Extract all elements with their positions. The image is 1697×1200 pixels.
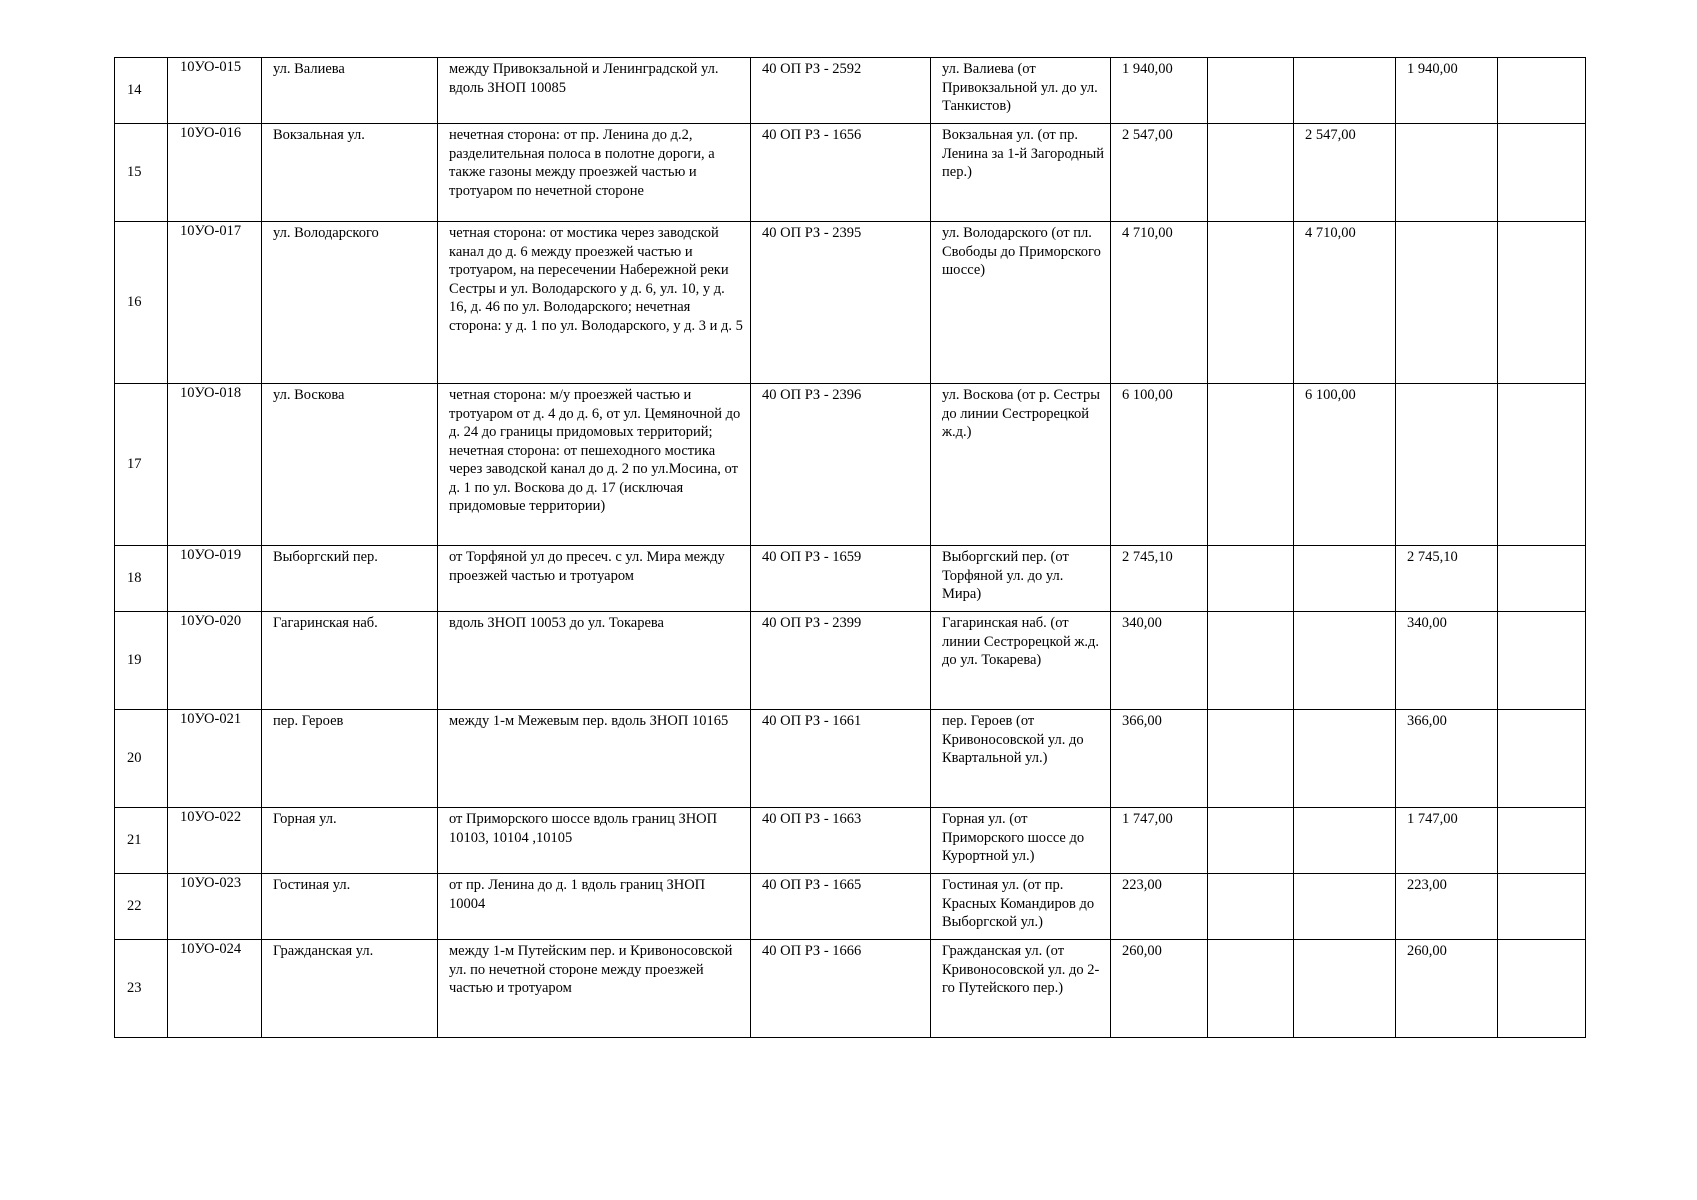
road-name: Вокзальная ул. (от пр. Ленина за 1-й Загородный пер.) bbox=[931, 124, 1111, 222]
total-area: 2 547,00 bbox=[1111, 124, 1208, 222]
object-code: 10УО-020 bbox=[168, 612, 262, 710]
road-name: пер. Героев (от Кривоносовской ул. до Квартальной ул.) bbox=[931, 710, 1111, 808]
road-id: 40 ОП РЗ - 2395 bbox=[751, 222, 931, 384]
road-name: ул. Воскова (от р. Сестры до линии Сестрорецкой ж.д.) bbox=[931, 384, 1111, 546]
object-code: 10УО-023 bbox=[168, 874, 262, 940]
area-col-c: 260,00 bbox=[1396, 940, 1498, 1038]
table-row bbox=[115, 710, 1586, 808]
area-col-a bbox=[1208, 222, 1294, 384]
area-col-c: 1 940,00 bbox=[1396, 58, 1498, 124]
road-id: 40 ОП РЗ - 1663 bbox=[751, 808, 931, 874]
row-number: 15 bbox=[115, 124, 168, 222]
location-description: вдоль ЗНОП 10053 до ул. Токарева bbox=[438, 612, 751, 710]
area-col-d bbox=[1498, 874, 1586, 940]
road-name: Выборгский пер. (от Торфяной ул. до ул. Мира) bbox=[931, 546, 1111, 612]
street-name: ул. Воскова bbox=[262, 384, 438, 546]
area-col-a bbox=[1208, 612, 1294, 710]
road-name: Горная ул. (от Приморского шоссе до Курортной ул.) bbox=[931, 808, 1111, 874]
street-name: Гостиная ул. bbox=[262, 874, 438, 940]
area-col-c bbox=[1396, 222, 1498, 384]
table-row bbox=[115, 808, 1586, 874]
area-col-d bbox=[1498, 384, 1586, 546]
total-area: 366,00 bbox=[1111, 710, 1208, 808]
area-col-b: 2 547,00 bbox=[1294, 124, 1396, 222]
location-description: от Торфяной ул до пресеч. с ул. Мира между проезжей частью и тротуаром bbox=[438, 546, 751, 612]
road-id: 40 ОП РЗ - 2592 bbox=[751, 58, 931, 124]
total-area: 1 940,00 bbox=[1111, 58, 1208, 124]
area-col-b bbox=[1294, 612, 1396, 710]
row-number: 18 bbox=[115, 546, 168, 612]
area-col-b bbox=[1294, 808, 1396, 874]
table-row bbox=[115, 384, 1586, 546]
table-row bbox=[115, 940, 1586, 1038]
area-col-a bbox=[1208, 58, 1294, 124]
table-row bbox=[115, 874, 1586, 940]
row-number: 19 bbox=[115, 612, 168, 710]
location-description: четная сторона: от мостика через заводской канал до д. 6 между проезжей частью и тротуаром, на пересечении Набережной реки Сестры и ул. Володарского у д. 6, ул. 10, у д. 16, д. 46 по ул. Володарского; нечетная сторона: у д. 1 по ул. Володарского, у д. 3 и д. 5 bbox=[438, 222, 751, 384]
total-area: 223,00 bbox=[1111, 874, 1208, 940]
row-number: 22 bbox=[115, 874, 168, 940]
road-name: ул. Валиева (от Привокзальной ул. до ул. Танкистов) bbox=[931, 58, 1111, 124]
street-name: Вокзальная ул. bbox=[262, 124, 438, 222]
row-number: 17 bbox=[115, 384, 168, 546]
table-row bbox=[115, 222, 1586, 384]
area-col-d bbox=[1498, 124, 1586, 222]
area-col-a bbox=[1208, 546, 1294, 612]
table-row bbox=[115, 612, 1586, 710]
registry-table-body bbox=[115, 58, 1586, 1038]
row-number: 20 bbox=[115, 710, 168, 808]
road-id: 40 ОП РЗ - 1666 bbox=[751, 940, 931, 1038]
street-name: Горная ул. bbox=[262, 808, 438, 874]
area-col-c: 223,00 bbox=[1396, 874, 1498, 940]
road-id: 40 ОП РЗ - 1656 bbox=[751, 124, 931, 222]
area-col-a bbox=[1208, 124, 1294, 222]
street-name: ул. Володарского bbox=[262, 222, 438, 384]
area-col-a bbox=[1208, 384, 1294, 546]
road-id: 40 ОП РЗ - 2396 bbox=[751, 384, 931, 546]
street-name: Гражданская ул. bbox=[262, 940, 438, 1038]
area-col-b bbox=[1294, 874, 1396, 940]
road-id: 40 ОП РЗ - 1659 bbox=[751, 546, 931, 612]
road-name: Гражданская ул. (от Кривоносовской ул. до 2-го Путейского пер.) bbox=[931, 940, 1111, 1038]
location-description: от пр. Ленина до д. 1 вдоль границ ЗНОП 10004 bbox=[438, 874, 751, 940]
total-area: 4 710,00 bbox=[1111, 222, 1208, 384]
street-name: пер. Героев bbox=[262, 710, 438, 808]
area-col-d bbox=[1498, 940, 1586, 1038]
object-code: 10УО-018 bbox=[168, 384, 262, 546]
location-description: от Приморского шоссе вдоль границ ЗНОП 10103, 10104 ,10105 bbox=[438, 808, 751, 874]
area-col-b bbox=[1294, 58, 1396, 124]
area-col-b bbox=[1294, 546, 1396, 612]
area-col-c: 2 745,10 bbox=[1396, 546, 1498, 612]
road-id: 40 ОП РЗ - 2399 bbox=[751, 612, 931, 710]
total-area: 6 100,00 bbox=[1111, 384, 1208, 546]
area-col-b: 6 100,00 bbox=[1294, 384, 1396, 546]
road-id: 40 ОП РЗ - 1665 bbox=[751, 874, 931, 940]
object-code: 10УО-015 bbox=[168, 58, 262, 124]
total-area: 1 747,00 bbox=[1111, 808, 1208, 874]
area-col-d bbox=[1498, 808, 1586, 874]
table-row bbox=[115, 124, 1586, 222]
area-col-d bbox=[1498, 546, 1586, 612]
area-col-d bbox=[1498, 58, 1586, 124]
object-code: 10УО-021 bbox=[168, 710, 262, 808]
street-name: ул. Валиева bbox=[262, 58, 438, 124]
area-col-d bbox=[1498, 222, 1586, 384]
area-col-b bbox=[1294, 940, 1396, 1038]
area-col-a bbox=[1208, 710, 1294, 808]
object-code: 10УО-016 bbox=[168, 124, 262, 222]
area-col-a bbox=[1208, 874, 1294, 940]
registry-table bbox=[114, 57, 1586, 1038]
road-name: Гостиная ул. (от пр. Красных Командиров до Выборгской ул.) bbox=[931, 874, 1111, 940]
area-col-a bbox=[1208, 808, 1294, 874]
street-name: Выборгский пер. bbox=[262, 546, 438, 612]
area-col-b: 4 710,00 bbox=[1294, 222, 1396, 384]
road-name: ул. Володарского (от пл. Свободы до Приморского шоссе) bbox=[931, 222, 1111, 384]
area-col-d bbox=[1498, 710, 1586, 808]
row-number: 14 bbox=[115, 58, 168, 124]
table-row bbox=[115, 58, 1586, 124]
total-area: 340,00 bbox=[1111, 612, 1208, 710]
location-description: между 1-м Путейским пер. и Кривоносовской ул. по нечетной стороне между проезжей частью и тротуаром bbox=[438, 940, 751, 1038]
area-col-a bbox=[1208, 940, 1294, 1038]
row-number: 23 bbox=[115, 940, 168, 1038]
area-col-c: 366,00 bbox=[1396, 710, 1498, 808]
area-col-c: 1 747,00 bbox=[1396, 808, 1498, 874]
object-code: 10УО-019 bbox=[168, 546, 262, 612]
table-row bbox=[115, 546, 1586, 612]
object-code: 10УО-024 bbox=[168, 940, 262, 1038]
location-description: между Привокзальной и Ленинградской ул. вдоль ЗНОП 10085 bbox=[438, 58, 751, 124]
area-col-c: 340,00 bbox=[1396, 612, 1498, 710]
location-description: между 1-м Межевым пер. вдоль ЗНОП 10165 bbox=[438, 710, 751, 808]
street-name: Гагаринская наб. bbox=[262, 612, 438, 710]
area-col-d bbox=[1498, 612, 1586, 710]
row-number: 16 bbox=[115, 222, 168, 384]
location-description: четная сторона: м/у проезжей частью и тротуаром от д. 4 до д. 6, от ул. Цемяночной до д. 24 до границы придомовых территорий; нечетная сторона: от пешеходного мостика через заводской канал до д. 2 по ул.Мосина, от д. 1 по ул. Воскова до д. 17 (исключая придомовые территории) bbox=[438, 384, 751, 546]
area-col-c bbox=[1396, 384, 1498, 546]
location-description: нечетная сторона: от пр. Ленина до д.2, разделительная полоса в полотне дороги, а также газоны между проезжей частью и тротуаром по нечетной стороне bbox=[438, 124, 751, 222]
road-name: Гагаринская наб. (от линии Сестрорецкой ж.д. до ул. Токарева) bbox=[931, 612, 1111, 710]
area-col-b bbox=[1294, 710, 1396, 808]
total-area: 260,00 bbox=[1111, 940, 1208, 1038]
total-area: 2 745,10 bbox=[1111, 546, 1208, 612]
object-code: 10УО-017 bbox=[168, 222, 262, 384]
road-id: 40 ОП РЗ - 1661 bbox=[751, 710, 931, 808]
object-code: 10УО-022 bbox=[168, 808, 262, 874]
row-number: 21 bbox=[115, 808, 168, 874]
area-col-c bbox=[1396, 124, 1498, 222]
